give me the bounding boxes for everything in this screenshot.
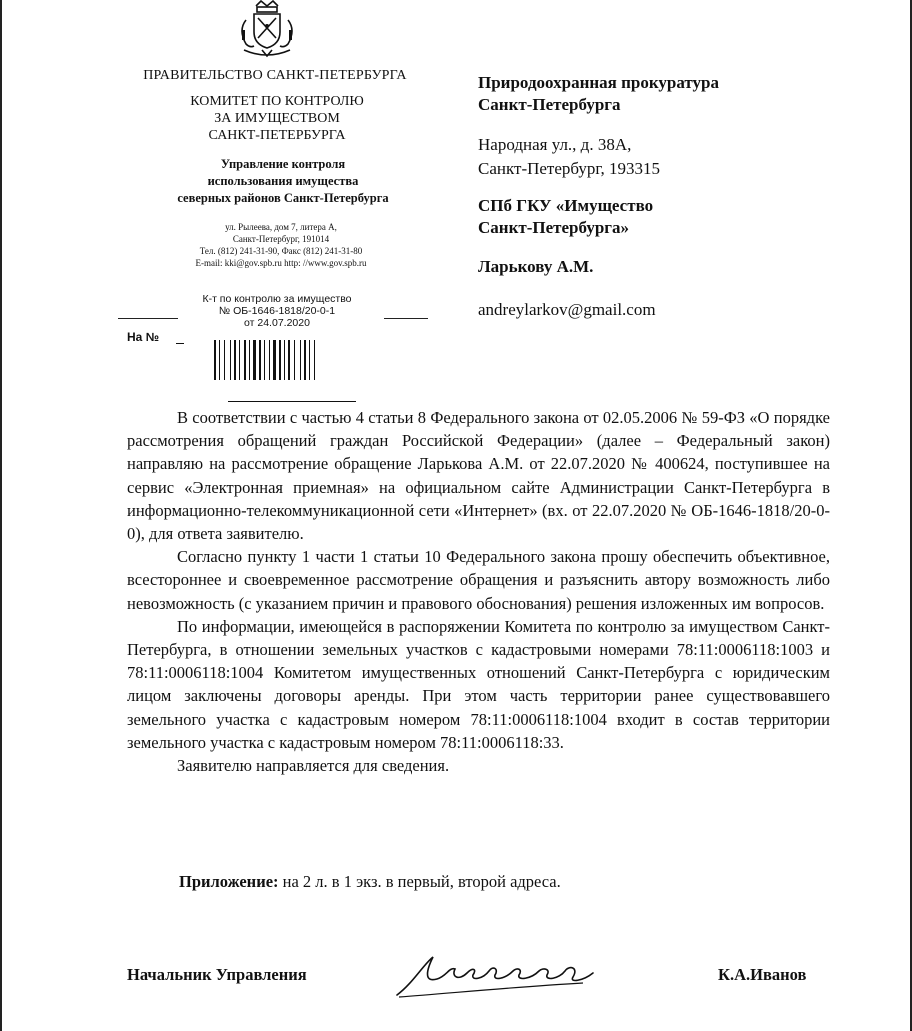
sender-contacts: ул. Рылеева, дом 7, литера А, Санкт-Петербург, 191014 Тел. (812) 241-31-90, Факс (812) 241-31-80 E-mail: kki@gov.spb.ru http: //www.gov.spb.ru xyxy=(195,222,367,268)
signatory-name: К.А.Иванов xyxy=(718,965,807,984)
registration-barcode xyxy=(214,340,338,380)
committee-name: КОМИТЕТ ПО КОНТРОЛЮ ЗА ИМУЩЕСТВОМ САНКТ-ПЕТЕРБУРГА xyxy=(190,94,364,143)
department-name: Управление контроля использования имущества северных районов Санкт-Петербурга xyxy=(177,157,389,205)
government-name: ПРАВИТЕЛЬСТВО САНКТ-ПЕТЕРБУРГА xyxy=(143,68,407,83)
attachment-text: на 2 л. в 1 экз. в первый, второй адреса. xyxy=(278,872,561,891)
divider-line xyxy=(118,318,178,319)
sender-block xyxy=(120,68,420,269)
body-paragraph: В соответствии с частью 4 статьи 8 Федерального закона от 02.05.2006 № 59-ФЗ «О порядке рассмотрения обращений граждан Российской Федерации» (далее – Федеральный закон) направляю на рассмотрение обращение Ларькова А.М. от 22.07.2020 № 400624, поступившее на сервис «Электронная приемная» на официальном сайте Администрации Санкт-Петербурга в информационно-телекоммуникационной сети «Интернет» (вх. от 22.07.2020 № ОБ-1646-1818/20-0-0), для ответа заявителю. xyxy=(127,408,830,544)
recipient-gku: СПб ГКУ «Имущество Санкт-Петербурга» xyxy=(478,196,654,237)
letter-body xyxy=(127,406,830,777)
reference-number-blank xyxy=(176,343,184,344)
reference-number-label: На № xyxy=(127,330,160,344)
divider-line xyxy=(384,318,428,319)
divider-line xyxy=(228,401,356,402)
recipient-prosecutor: Природоохранная прокуратура Санкт-Петербурга xyxy=(478,73,720,114)
recipients-block xyxy=(478,72,898,322)
recipient-email: andreylarkov@gmail.com xyxy=(478,300,656,319)
body-paragraph: Согласно пункту 1 части 1 статьи 10 Федерального закона прошу обеспечить объективное, всестороннее и своевременное рассмотрение обращения и разъяснить автору возможность либо невозможность (с указанием причин и правового обоснования) решения изложенных им вопросов. xyxy=(127,547,830,613)
recipient-person: Ларькову А.М. xyxy=(478,257,594,276)
attachment-note xyxy=(179,872,561,892)
handwritten-signature xyxy=(393,943,603,1003)
scan-edge-left xyxy=(0,0,2,1031)
signatory-title: Начальник Управления xyxy=(127,965,307,984)
attachment-label: Приложение: xyxy=(179,872,279,891)
recipient-address: Народная ул., д. 38А, Санкт-Петербург, 193315 xyxy=(478,135,660,178)
body-paragraph: По информации, имеющейся в распоряжении Комитета по контролю за имуществом Санкт-Петербурга, в отношении земельных участков с кадастровыми номерами 78:11:0006118:1003 и 78:11:0006118:1004 Комитетом имущественных отношений Санкт-Петербурга с юридическим лицом заключены договоры аренды. При этом часть территории ранее существовавшего земельного участка с кадастровым номером 78:11:0006118:1004 входит в состав территории земельного участка с кадастровым номером 78:11:0006118:33. xyxy=(127,616,830,752)
body-paragraph: Заявителю направляется для сведения. xyxy=(177,756,450,776)
registration-stamp: К-т по контролю за имущество № ОБ-1646-1818/20-0-1 от 24.07.2020 xyxy=(202,293,352,329)
coat-of-arms-emblem xyxy=(232,0,302,58)
